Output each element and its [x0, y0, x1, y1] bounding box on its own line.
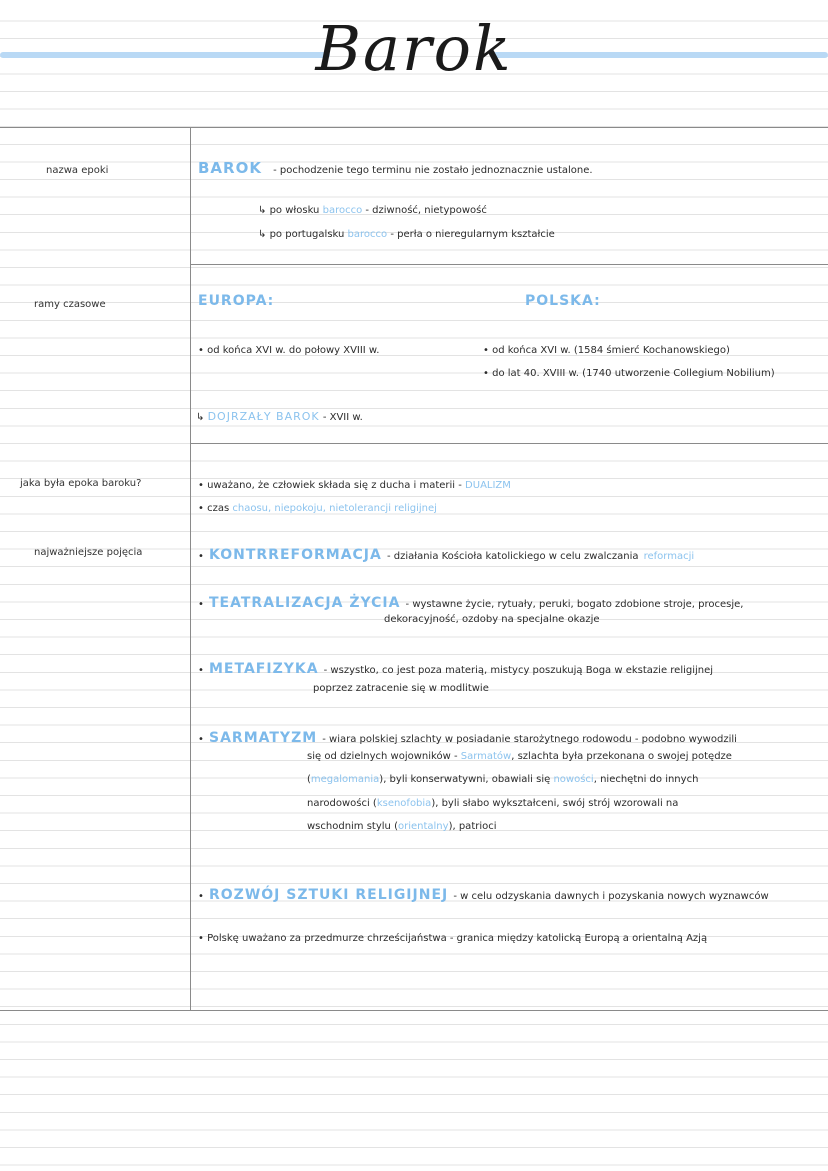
etym-portuguese [258, 229, 555, 240]
etym-meaning: - dziwność, nietypowość [365, 205, 487, 216]
polska-item-2 [483, 368, 775, 379]
przedmurze-text: Polskę uważano za przedmurze chrześcijaństwa - granica między katolicką Europą a orientalną Azją [207, 933, 708, 944]
sarmatyzm-text: ), byli słabo wykształceni, swój strój wzorowali na [431, 798, 679, 809]
concept-sarmatyzm [198, 727, 737, 746]
sarmatyzm-line-5 [307, 821, 497, 832]
polska-item-text: od końca XVI w. (1584 śmierć Kochanowskiego) [492, 345, 730, 356]
bullet-icon: • [483, 368, 489, 379]
concept-kontrreformacja [198, 544, 694, 563]
sarmatyzm-blue: ksenofobia [376, 798, 432, 809]
concept-desc: - wystawne życie, rytuały, peruki, bogato zdobione stroje, procesje, [405, 599, 744, 610]
dojrzaly-barok-line [196, 410, 363, 423]
concept-term: ROZWÓJ SZTUKI RELIGIJNEJ [209, 887, 449, 903]
etym-italian [258, 205, 487, 216]
label-nazwa-epoki: nazwa epoki [46, 165, 109, 176]
sarmatyzm-text: wschodnim stylu ( [307, 821, 398, 832]
sarmatyzm-line-3 [307, 774, 698, 785]
sarmatyzm-blue: orientalny [397, 821, 449, 832]
concept-rozwoj-sztuki [198, 884, 769, 903]
sarmatyzm-text: narodowości ( [307, 798, 377, 809]
arrow-icon: ↳ [258, 205, 267, 216]
divider-ramy [191, 264, 828, 265]
concept-term: KONTRREFORMACJA [209, 547, 382, 563]
concept-teatralizacja-line-2: dekoracyjność, ozdoby na specjalne okazje [384, 614, 600, 625]
bullet-icon: • [198, 933, 204, 944]
dojrzaly-barok-date: - XVII w. [322, 412, 363, 423]
concept-desc: - wszystko, co jest poza materią, mistycy poszukują Boga w ekstazie religijnej [323, 665, 714, 676]
sarmatyzm-text: , niechętni do innych [593, 774, 699, 785]
bullet-icon: • [198, 891, 204, 902]
etym-word: barocco [347, 229, 388, 240]
concept-metafizyka-line-2: poprzez zatracenie się w modlitwie [313, 683, 489, 694]
sarmatyzm-blue: megalomania [310, 774, 380, 785]
jaka-line-1-text: uważano, że człowiek składa się z ducha i materii - [207, 480, 462, 491]
concept-term: TEATRALIZACJA ŻYCIA [209, 595, 401, 611]
sarmatyzm-text: ( [307, 774, 311, 785]
europa-heading: EUROPA: [198, 293, 275, 309]
concept-desc: - działania Kościoła katolickiego w celu zwalczania [386, 551, 639, 562]
europa-item-text: od końca XVI w. do połowy XVIII w. [207, 345, 380, 356]
polska-item-text: do lat 40. XVIII w. (1740 utworzenie Collegium Nobilium) [492, 368, 775, 379]
sarmatyzm-blue: Sarmatów [460, 751, 512, 762]
sarmatyzm-text: ), patrioci [448, 821, 497, 832]
sarmatyzm-text: się od dzielnych wojowników - [307, 751, 458, 762]
concept-term: METAFIZYKA [209, 661, 319, 677]
polska-heading: POLSKA: [525, 293, 601, 309]
etym-meaning: - perła o nieregularnym kształcie [390, 229, 555, 240]
bullet-icon: • [198, 503, 204, 514]
etym-lang: po portugalsku [269, 229, 345, 240]
dualizm-term: DUALIZM [465, 480, 511, 491]
bullet-icon: • [198, 551, 204, 562]
polska-item-1 [483, 345, 730, 356]
concept-desc-blue: reformacji [643, 551, 695, 562]
bullet-icon: • [198, 734, 204, 745]
jaka-line-2-blue: chaosu, niepokoju, nietolerancji religijnej [232, 503, 437, 514]
label-ramy-czasowe: ramy czasowe [34, 299, 106, 310]
etym-lang: po włosku [269, 205, 320, 216]
sarmatyzm-line-4 [307, 798, 678, 809]
term-barok: BAROK [198, 159, 262, 177]
przedmurze-line [198, 933, 707, 944]
concept-desc: - wiara polskiej szlachty w posiadanie starożytnego rodowodu - podobno wywodzili [322, 734, 737, 745]
column-divider [190, 127, 191, 1011]
bullet-icon: • [198, 665, 204, 676]
jaka-line-1 [198, 480, 511, 491]
bullet-icon: • [198, 345, 204, 356]
jaka-line-2 [198, 503, 437, 514]
sarmatyzm-text: , szlachta była przekonana o swojej potędze [511, 751, 732, 762]
label-pojecia: najważniejsze pojęcia [34, 547, 143, 558]
concept-desc: - w celu odzyskania dawnych i pozyskania nowych wyznawców [453, 891, 769, 902]
divider-jaka [191, 443, 828, 444]
bullet-icon: • [198, 480, 204, 491]
label-jaka-byla: jaka była epoka baroku? [20, 478, 142, 489]
arrow-icon: ↳ [196, 412, 205, 423]
page-title: Barok [315, 12, 513, 85]
divider-bottom [0, 1010, 828, 1011]
concept-metafizyka [198, 658, 713, 677]
sarmatyzm-text: ), byli konserwatywni, obawiali się [379, 774, 551, 785]
sarmatyzm-line-2 [307, 751, 732, 762]
term-barok-desc: - pochodzenie tego terminu nie zostało jednoznacznie ustalone. [273, 165, 593, 176]
sarmatyzm-blue: nowości [553, 774, 594, 785]
concept-teatralizacja [198, 592, 743, 611]
jaka-line-2-text: czas [207, 503, 230, 514]
etym-word: barocco [322, 205, 363, 216]
arrow-icon: ↳ [258, 229, 267, 240]
divider-top [0, 127, 828, 128]
europa-item [198, 345, 379, 356]
dojrzaly-barok-term: DOJRZAŁY BAROK [207, 410, 320, 423]
bullet-icon: • [198, 599, 204, 610]
concept-term: SARMATYZM [209, 730, 318, 746]
bullet-icon: • [483, 345, 489, 356]
nazwa-term-line [198, 158, 593, 177]
